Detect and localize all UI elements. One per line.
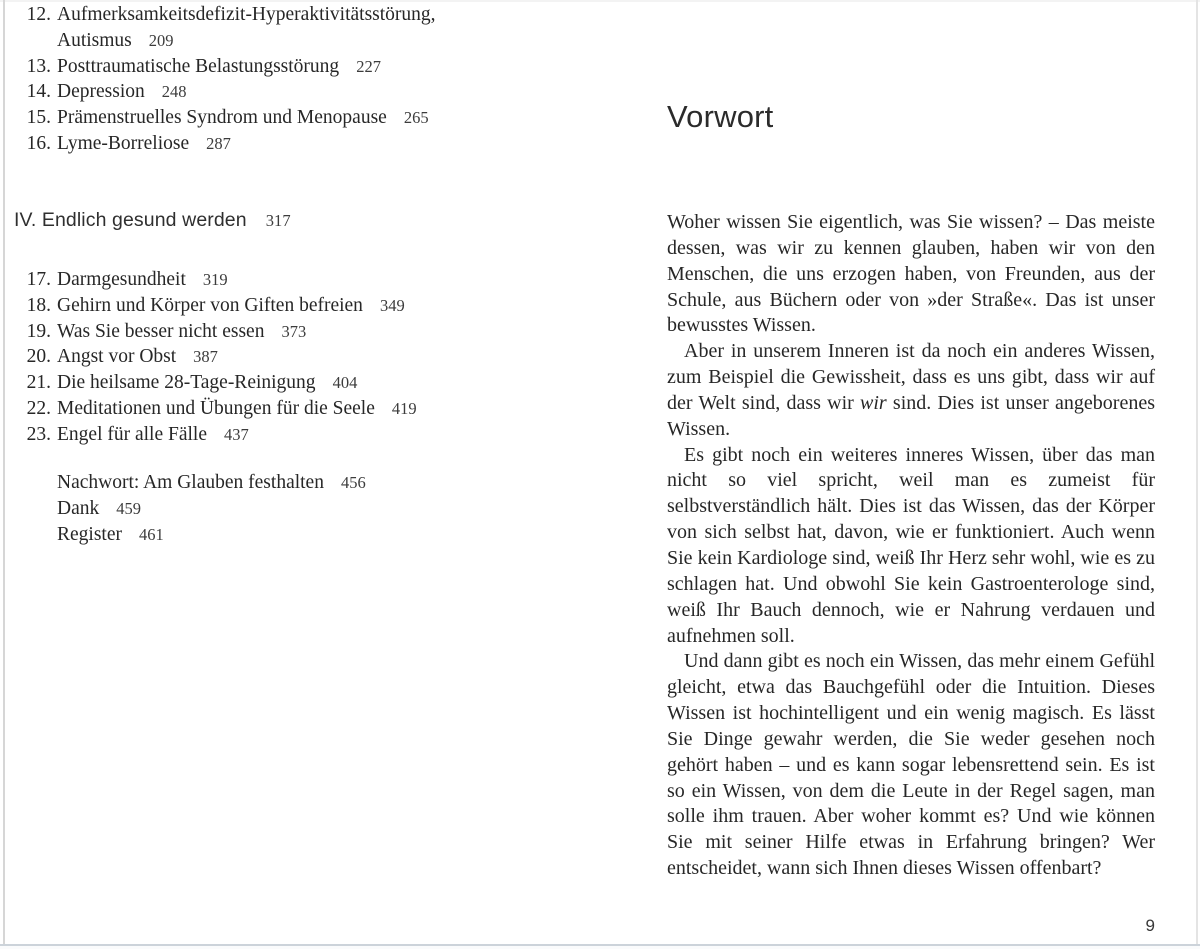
toc-item-title: Register 461 — [57, 523, 164, 545]
toc-item-number: 12. — [26, 4, 51, 25]
toc-item-title: Lyme-Borreliose 287 — [57, 132, 231, 154]
toc-item-page: 349 — [379, 295, 405, 315]
toc-item-number: 17. — [26, 269, 51, 290]
toc-item-page: 419 — [391, 398, 417, 418]
vorwort-body — [667, 210, 1155, 882]
toc-item-title: Gehirn und Körper von Giften befreien 349 — [57, 294, 405, 316]
toc-item-page: 287 — [206, 133, 231, 153]
toc-item-page: 319 — [202, 270, 228, 289]
vorwort-paragraph: Es gibt noch ein weiteres inneres Wissen, über das man nicht so viel spricht, weil man es zumeist für selbstverständlich hält. Dies ist das Wissen, das der Körper von sich selbst hat, davon, wie er funktioniert. Auch wenn Sie kein Kardiologe sind, weiß Ihr Herz sehr wohl, wie es zu schlagen hat. Und obwohl Sie kein Gastroenterologe sind, weiß Ihr Bauch dennoch, wie er Nahrung verdauen und aufnehmen soll. — [667, 443, 1155, 647]
toc-item-number: 15. — [26, 107, 51, 129]
toc-item-title: Darmgesundheit 319 — [57, 269, 228, 290]
toc-item-page: 387 — [193, 347, 218, 367]
toc-item-title: Meditationen und Übungen für die Seele 419 — [57, 397, 417, 419]
toc-item-title: Nachwort: Am Glauben festhalten 456 — [57, 472, 366, 493]
vorwort-paragraph: Woher wissen Sie eigentlich, was Sie wissen? – Das meiste dessen, was wir zu kennen glauben, haben wir von den Menschen, die uns erzogen haben, von Freunden, aus der Schule, aus Büchern oder von »der Straße«. Das ist unser bewusstes Wissen. — [667, 211, 1155, 337]
toc-item-title: Angst vor Obst 387 — [57, 346, 218, 368]
toc-item-title: Engel für alle Fälle 437 — [57, 423, 249, 445]
toc-item-number: 18. — [26, 294, 51, 316]
toc-item-page: 459 — [116, 498, 141, 518]
toc-item-page: 209 — [148, 30, 174, 50]
page-number — [667, 916, 1155, 936]
vorwort-paragraph: Und dann gibt es noch ein Wissen, das mehr einem Gefühl gleicht, etwa das Bauchgefühl oder die Intuition. Dieses Wissen ist hochintelligent und ein wenig magisch. Es lässt Sie Dinge gewahr werden, die Sie weder gesehen noch gehört haben – und es kann sogar lebensrettend sein. Es ist so ein Wissen, von dem die Leute in der Regel sagen, man solle ihm trauen. Aber woher kommt es? Und wie können Sie mit seiner Hilfe etwas in Erfahrung bringen? Wer entscheidet, wann sich Ihnen dieses Wissen offenbart? — [667, 650, 1155, 880]
toc-item-page: 248 — [161, 82, 187, 102]
toc-item-page: 373 — [281, 321, 307, 341]
toc-item-page: 456 — [340, 473, 366, 492]
part4-page: 317 — [265, 211, 291, 230]
toc-item-page: 461 — [138, 524, 164, 544]
toc-item-title: Die heilsame 28-Tage-Reinigung 404 — [57, 372, 358, 394]
toc-item-title: Posttraumatische Belastungsstörung 227 — [57, 55, 381, 77]
vorwort-heading: Vorwort — [667, 99, 774, 134]
toc-item-page: 227 — [356, 56, 381, 76]
toc-item-title: Prämenstruelles Syndrom und Menopause 265 — [57, 107, 429, 129]
toc-item-title: Aufmerksamkeitsdefizit-Hyperaktivitätsstörung, Autismus 209 — [57, 4, 436, 51]
toc-item-number: 23. — [26, 423, 51, 445]
toc-item-number: 16. — [26, 132, 51, 154]
toc-item-number: 20. — [26, 346, 51, 368]
toc-item-page: 437 — [223, 424, 249, 444]
toc-item-number: 19. — [26, 320, 51, 342]
toc-item-number: 13. — [26, 55, 51, 77]
toc-item-title: Dank 459 — [57, 497, 141, 519]
page-number-value: 9 — [1145, 916, 1155, 935]
toc-item-title: Was Sie besser nicht essen 373 — [57, 320, 307, 342]
toc-item-number: 14. — [26, 81, 51, 103]
toc-item-title: Depression 248 — [57, 81, 187, 103]
toc-item-page: 404 — [332, 373, 358, 393]
toc-item-number: 22. — [26, 397, 51, 419]
vorwort-paragraph: Aber in unserem Inneren ist da noch ein anderes Wissen, zum Beispiel die Gewissheit, dass es uns gibt, dass wir auf der Welt sind, dass wir wir sind. Dies ist unser angeborenes Wissen. — [667, 340, 1155, 440]
part4-title: IV. Endlich gesund werden — [14, 209, 247, 231]
toc-item-page: 265 — [403, 108, 429, 128]
toc-item-number: 21. — [26, 372, 51, 394]
